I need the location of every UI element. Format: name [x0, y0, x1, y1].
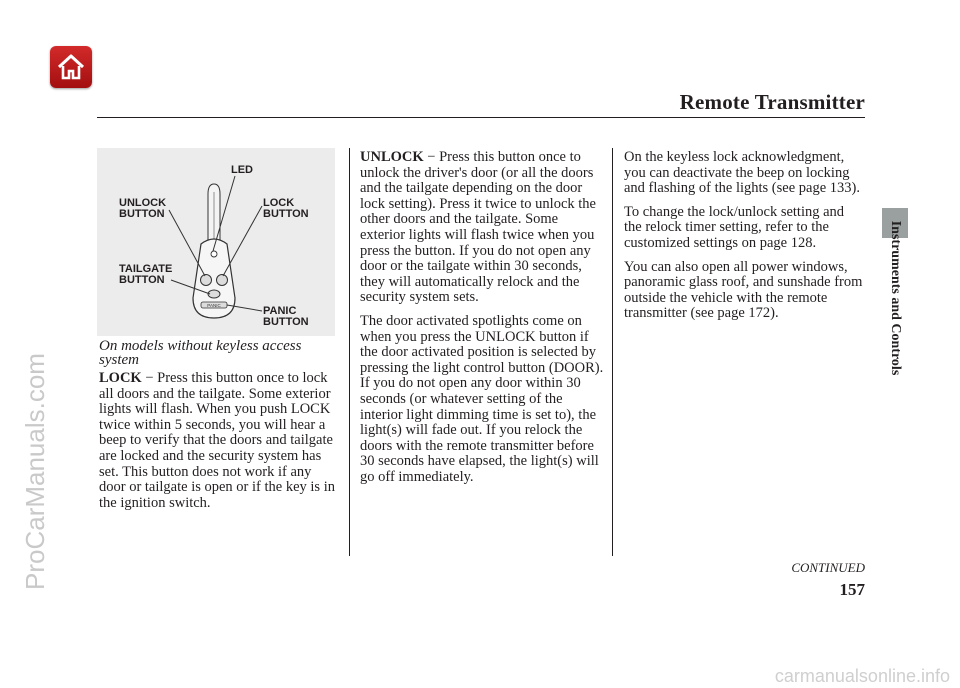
watermark-bottom: carmanualsonline.info: [774, 666, 950, 686]
remote-key-illustration: [97, 148, 335, 336]
lock-description: − Press this button once to lock all doors and the tailgate. Some exterior lights will flash. When you push LOCK twice within 5 seconds, you will hear a beep to verify that the doors and tailgate are locked and the security system has set. This button does not work if any door or tailgate is open or if the key is in the ignition switch.: [99, 370, 335, 511]
column-1: [99, 371, 339, 519]
section-label: Instruments and Controls: [888, 220, 903, 376]
lock-button-label-2: BUTTON: [263, 208, 309, 220]
home-icon: [56, 52, 86, 82]
tailgate-button-label: TAILGATE: [119, 263, 173, 275]
watermark-left: ProCarManuals.com: [20, 353, 50, 590]
power-windows-paragraph: You can also open all power windows, panoramic glass roof, and sunshade from outside the vehicle with the remote transmitter (see page 172).: [624, 258, 863, 322]
column-3: [624, 150, 864, 330]
unlock-button-label-2: BUTTON: [119, 208, 165, 220]
panic-button-label: PANIC: [263, 305, 297, 317]
lock-paragraph: [99, 371, 339, 511]
header-divider: [97, 117, 865, 118]
unlock-term: UNLOCK: [360, 149, 424, 165]
keyless-ack-paragraph: On the keyless lock acknowledgment, you can deactivate the beep on locking and flashing of the lights (see page 133).: [624, 149, 860, 197]
remote-transmitter-figure: [97, 148, 335, 336]
lock-button-label: LOCK: [263, 197, 295, 209]
figure-caption: On models without keyless access system: [99, 338, 302, 368]
column-divider-2: [612, 148, 613, 556]
page-title: Remote Transmitter: [679, 90, 865, 114]
spotlights-paragraph: The door activated spotlights come on when you press the UNLOCK button if the door activated position is selected by pressing the light control button (DOOR). If you do not open any door within 30 seconds (or whatever setting of the interior light dimming time is set to), the light(s) will fade out. If you relock the doors with the remote transmitter before 30 seconds have elapsed, the light(s) will go off immediately.: [360, 312, 604, 485]
home-button[interactable]: [50, 46, 92, 88]
column-divider-1: [349, 148, 350, 556]
column-2: [360, 150, 606, 493]
unlock-paragraph: [360, 150, 606, 306]
unlock-button-label: UNLOCK: [119, 197, 167, 209]
key-panic-text: PANIC: [207, 303, 221, 308]
panic-button-label-2: BUTTON: [263, 316, 309, 328]
lock-setting-paragraph: To change the lock/unlock setting and the relock timer setting, refer to the customized settings on page 128.: [624, 203, 845, 251]
led-label: LED: [231, 164, 253, 176]
continued-label: CONTINUED: [791, 560, 865, 575]
unlock-description: − Press this button once to unlock the driver's door (or all the doors and the tailgate depending on the door lock setting). Press it twice to unlock the other doors and the tailgate. Some exterior lights will flash twice when you press the button. If you do not open any door or the tailgate within 30 seconds, they will automatically relock and the security system sets.: [360, 149, 596, 306]
page-number: 157: [839, 580, 865, 599]
lock-term: LOCK: [99, 370, 142, 386]
tailgate-button-label-2: BUTTON: [119, 274, 165, 286]
